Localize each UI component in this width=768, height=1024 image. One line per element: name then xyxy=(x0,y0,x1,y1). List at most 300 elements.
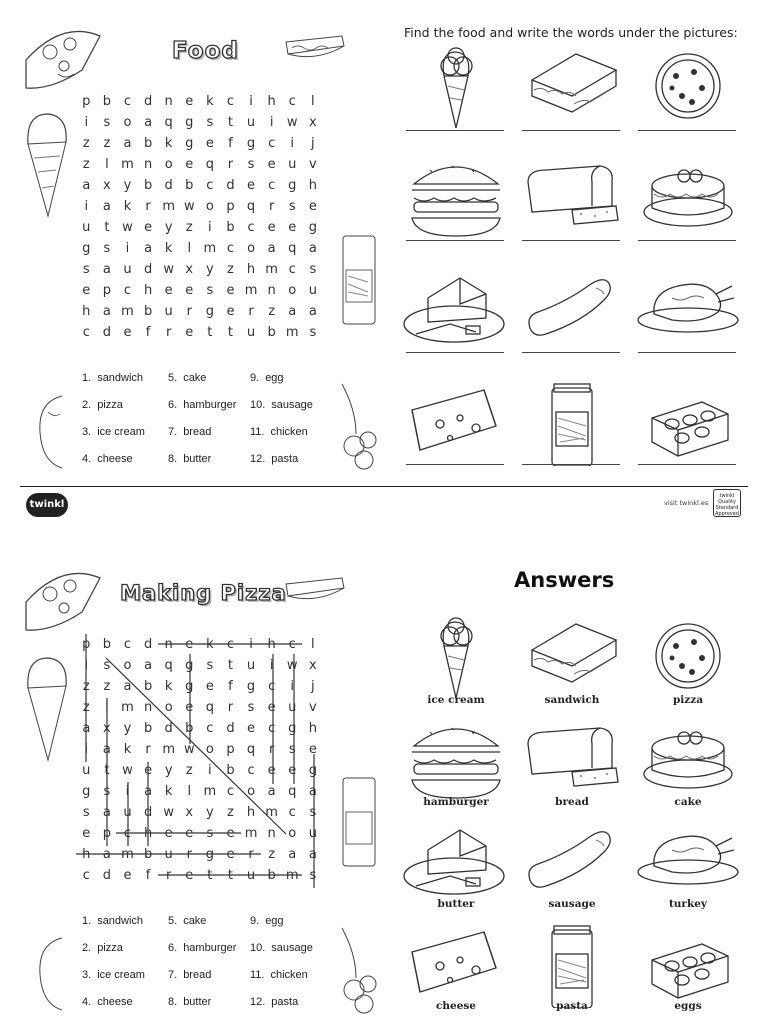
eggs-icon xyxy=(632,380,744,466)
grid-letter: s xyxy=(103,784,111,799)
write-in-line[interactable] xyxy=(638,240,736,241)
chicken-icon xyxy=(632,268,744,354)
grid-letter: w xyxy=(122,220,133,235)
word-list-item xyxy=(168,996,211,1008)
grid-letter: z xyxy=(103,679,111,694)
word-number: 1. xyxy=(82,915,92,927)
grid-letter: h xyxy=(143,283,153,298)
grid-letter: d xyxy=(143,637,153,652)
word-number: 6. xyxy=(168,942,178,954)
grid-letter: z xyxy=(103,136,111,151)
grid-letter: x xyxy=(308,658,317,673)
grid-letter: a xyxy=(267,784,276,799)
grid-letter: c xyxy=(288,637,296,652)
hamburger-icon xyxy=(400,156,512,242)
grid-letter: a xyxy=(102,262,111,277)
sausage-icon xyxy=(516,268,628,354)
word-list-item xyxy=(82,942,123,954)
grid-letter: s xyxy=(309,325,317,340)
grid-letter: e xyxy=(185,637,194,652)
word-text: cake xyxy=(183,915,207,927)
word-list-item xyxy=(82,426,145,438)
grid-letter: i xyxy=(290,679,295,694)
word-list-item xyxy=(168,372,206,384)
grid-letter: n xyxy=(164,94,173,109)
grid-letter: e xyxy=(185,325,194,340)
word-number: 2. xyxy=(82,399,92,411)
grid-letter: a xyxy=(144,658,153,673)
grid-letter: w xyxy=(183,742,195,757)
grid-letter: y xyxy=(123,721,132,736)
grid-letter: f xyxy=(145,325,151,340)
grid-letter: m xyxy=(203,241,217,256)
grid-letter: w xyxy=(183,199,195,214)
grid-letter: u xyxy=(246,658,256,673)
grid-letter: w xyxy=(163,805,174,820)
grid-letter: c xyxy=(288,262,296,277)
grid-letter: m xyxy=(244,283,258,298)
answer-label: butter xyxy=(437,898,475,910)
grid-letter: r xyxy=(227,157,234,172)
grid-letter: f xyxy=(228,679,233,694)
write-in-line[interactable] xyxy=(406,352,504,353)
grid-letter: e xyxy=(185,157,194,172)
grid-letter: j xyxy=(311,679,315,694)
word-list-item xyxy=(82,996,133,1008)
grid-letter: o xyxy=(123,115,132,130)
grid-letter: o xyxy=(247,241,256,256)
grid-letter: u xyxy=(123,262,132,277)
word-list-item xyxy=(250,942,313,954)
grid-letter: u xyxy=(288,700,297,715)
word-list-item xyxy=(168,969,211,981)
grid-letter: i xyxy=(249,94,253,109)
grid-letter: e xyxy=(247,178,256,193)
pasta-jar-deco-icon xyxy=(340,232,378,328)
grid-letter: l xyxy=(105,157,109,172)
grid-letter: h xyxy=(82,847,91,862)
hamburger-icon xyxy=(400,718,512,804)
answer-strike-lines xyxy=(76,634,326,888)
grid-letter: s xyxy=(206,115,214,130)
grid-letter: b xyxy=(143,721,153,736)
grid-letter: e xyxy=(226,283,235,298)
word-list-item xyxy=(82,969,145,981)
grid-letter: m xyxy=(203,784,217,799)
word-list-item xyxy=(168,942,236,954)
grid-letter: b xyxy=(102,637,112,652)
bread-icon xyxy=(516,156,628,242)
grid-letter: p xyxy=(226,742,235,757)
pizza-icon xyxy=(632,616,744,702)
grid-letter: a xyxy=(102,847,111,862)
grid-letter: z xyxy=(82,700,90,715)
grid-letter: b xyxy=(143,679,153,694)
grid-letter: l xyxy=(105,700,109,715)
eggs-icon xyxy=(632,922,744,1008)
grid-letter: a xyxy=(102,742,111,757)
grid-letter: s xyxy=(82,805,90,820)
grid-letter: a xyxy=(144,241,153,256)
grid-letter: c xyxy=(206,721,214,736)
grid-letter: i xyxy=(269,115,274,130)
grid-letter: y xyxy=(164,763,173,778)
sandwich-icon xyxy=(516,46,628,132)
word-list-item xyxy=(168,453,211,465)
grid-letter: s xyxy=(247,700,255,715)
grid-letter: x xyxy=(185,805,194,820)
grid-letter: a xyxy=(308,784,317,799)
grid-letter: c xyxy=(268,721,276,736)
grid-letter: a xyxy=(308,304,317,319)
grid-letter: d xyxy=(143,262,153,277)
word-list-item xyxy=(82,372,143,384)
grid-letter: c xyxy=(268,679,276,694)
grid-letter: c xyxy=(82,325,90,340)
grid-letter: e xyxy=(288,220,297,235)
word-text: pasta xyxy=(271,453,299,465)
grid-letter: c xyxy=(82,868,90,883)
grid-letter: g xyxy=(246,136,256,151)
write-in-line[interactable] xyxy=(638,130,736,131)
grid-letter: y xyxy=(206,805,214,820)
pasta-jar-deco-icon xyxy=(340,774,378,870)
grid-letter: o xyxy=(288,826,297,841)
grid-letter: t xyxy=(227,868,233,883)
grid-letter: s xyxy=(288,742,296,757)
grid-letter: i xyxy=(84,742,89,757)
word-text: bread xyxy=(183,426,212,438)
grid-letter: c xyxy=(123,637,132,652)
grid-letter: g xyxy=(82,784,91,799)
answer-label: cheese xyxy=(436,1000,476,1012)
grid-letter: o xyxy=(205,199,214,214)
grid-letter: u xyxy=(123,805,132,820)
answer-label: bread xyxy=(555,796,589,808)
grid-letter: d xyxy=(226,178,235,193)
grid-letter: i xyxy=(125,241,130,256)
word-number: 8. xyxy=(168,996,178,1008)
word-list-item xyxy=(82,915,143,927)
grid-letter: r xyxy=(268,742,275,757)
picture-cell xyxy=(400,46,512,142)
word-text: hamburger xyxy=(183,399,237,411)
grid-letter: e xyxy=(185,868,194,883)
answer-label: hamburger xyxy=(423,796,489,808)
sausage-icon xyxy=(516,820,628,906)
grid-letter: h xyxy=(308,178,317,193)
answer-label: turkey xyxy=(668,898,708,910)
word-number: 3. xyxy=(82,426,92,438)
grid-letter: c xyxy=(123,826,132,841)
grid-letter: x xyxy=(103,178,111,193)
grid-letter: z xyxy=(185,763,193,778)
grid-letter: a xyxy=(82,721,91,736)
grid-letter: k xyxy=(164,136,173,151)
grid-letter: d xyxy=(102,325,112,340)
grid-letter: m xyxy=(265,805,278,820)
grid-letter: u xyxy=(82,220,91,235)
grid-letter: f xyxy=(228,136,233,151)
grid-letter: e xyxy=(144,220,153,235)
grid-letter: m xyxy=(162,742,175,757)
word-number: 11. xyxy=(250,969,265,981)
grid-letter: g xyxy=(288,178,297,193)
grid-letter: e xyxy=(267,763,276,778)
picture-cell xyxy=(632,268,744,364)
sandwich-deco-icon xyxy=(284,574,346,602)
grid-letter: q xyxy=(288,241,297,256)
grid-letter: c xyxy=(268,136,276,151)
answer-label: cake xyxy=(674,796,702,808)
grid-letter: i xyxy=(84,658,89,673)
word-number: 3. xyxy=(82,969,92,981)
twinkl-logo: twinkl xyxy=(26,493,68,517)
grid-letter: m xyxy=(121,157,134,172)
pizza-slice-icon xyxy=(22,30,102,92)
grid-letter: u xyxy=(82,763,91,778)
grid-letter: e xyxy=(247,721,256,736)
grid-letter: c xyxy=(247,220,255,235)
grid-letter: e xyxy=(82,283,91,298)
write-in-line[interactable] xyxy=(406,240,504,241)
grid-letter: u xyxy=(164,304,173,319)
word-list-item xyxy=(250,426,308,438)
grid-letter: d xyxy=(164,721,173,736)
write-in-line[interactable] xyxy=(406,464,504,465)
grid-letter: g xyxy=(308,220,317,235)
grid-letter: g xyxy=(288,721,297,736)
cherries-deco-icon xyxy=(338,380,378,472)
grid-letter: a xyxy=(288,847,297,862)
grid-letter: d xyxy=(164,178,173,193)
grid-letter: z xyxy=(268,847,276,862)
grid-letter: b xyxy=(226,763,235,778)
grid-letter: a xyxy=(288,304,297,319)
word-list-item xyxy=(250,399,313,411)
grid-letter: g xyxy=(205,304,214,319)
cake-icon xyxy=(632,718,744,804)
grid-letter: o xyxy=(205,742,214,757)
grid-letter: p xyxy=(82,637,91,652)
grid-letter: a xyxy=(82,178,91,193)
grid-letter: b xyxy=(102,94,112,109)
grid-letter: e xyxy=(267,700,276,715)
word-list-item xyxy=(250,915,284,927)
bread-icon xyxy=(516,718,628,804)
grid-letter: l xyxy=(187,784,192,799)
grid-letter: s xyxy=(103,658,111,673)
word-text: egg xyxy=(265,372,284,384)
grid-letter: e xyxy=(123,325,132,340)
grid-letter: h xyxy=(246,262,256,277)
word-text: egg xyxy=(265,915,284,927)
grid-letter: p xyxy=(102,283,112,298)
grid-letter: e xyxy=(267,157,276,172)
word-text: butter xyxy=(183,453,212,465)
word-text: sausage xyxy=(271,942,313,954)
word-list-item xyxy=(168,399,236,411)
grid-letter: c xyxy=(123,283,132,298)
grid-letter: h xyxy=(267,94,276,109)
grid-letter: b xyxy=(226,220,235,235)
pasta-icon xyxy=(516,380,628,466)
word-text: chicken xyxy=(270,969,308,981)
grid-letter: b xyxy=(185,721,194,736)
answer-label: ice cream xyxy=(427,694,485,706)
write-in-line[interactable] xyxy=(522,352,620,353)
grid-letter: e xyxy=(267,220,276,235)
grid-letter: m xyxy=(162,199,175,214)
grid-letter: c xyxy=(226,637,235,652)
grid-letter: q xyxy=(164,115,173,130)
grid-letter: c xyxy=(226,94,235,109)
grid-letter: q xyxy=(205,700,214,715)
grid-letter: u xyxy=(288,157,297,172)
grid-letter: i xyxy=(208,220,212,235)
grid-letter: m xyxy=(121,700,134,715)
grid-letter: n xyxy=(164,637,173,652)
grid-letter: r xyxy=(186,847,192,862)
grid-letter: n xyxy=(143,157,153,172)
grid-letter: v xyxy=(308,157,317,172)
grid-letter: i xyxy=(290,136,295,151)
write-in-line[interactable] xyxy=(638,352,736,353)
grid-letter: c xyxy=(226,784,235,799)
grid-letter: z xyxy=(82,136,90,151)
cheese-icon xyxy=(400,922,512,1008)
word-list-item xyxy=(168,915,206,927)
grid-letter: w xyxy=(286,658,298,673)
grid-letter: a xyxy=(144,784,153,799)
word-number: 10. xyxy=(250,399,266,411)
grid-letter: j xyxy=(311,136,315,151)
write-in-line[interactable] xyxy=(522,240,620,241)
grid-letter: g xyxy=(185,679,194,694)
grid-letter: s xyxy=(247,157,255,172)
grid-letter: h xyxy=(143,826,153,841)
grid-letter: s xyxy=(206,826,214,841)
grid-letter: h xyxy=(82,304,91,319)
word-number: 10. xyxy=(250,942,266,954)
grid-letter: i xyxy=(208,763,212,778)
grid-letter: b xyxy=(143,178,153,193)
picture-cell xyxy=(632,46,744,142)
cake-icon xyxy=(632,156,744,242)
write-in-line[interactable] xyxy=(638,464,736,465)
word-number: 5. xyxy=(168,372,178,384)
word-number: 4. xyxy=(82,996,92,1008)
write-in-line[interactable] xyxy=(522,464,620,465)
grid-letter: a xyxy=(308,241,317,256)
grid-letter: i xyxy=(84,199,89,214)
grid-letter: k xyxy=(206,94,214,109)
grid-letter: r xyxy=(165,868,172,883)
grid-letter: o xyxy=(247,784,256,799)
word-number: 6. xyxy=(168,399,178,411)
grid-letter: a xyxy=(123,679,132,694)
grid-letter: w xyxy=(122,763,133,778)
picture-cell xyxy=(632,156,744,252)
grid-letter: b xyxy=(267,325,276,340)
word-list-item xyxy=(168,426,211,438)
grid-letter: b xyxy=(143,847,153,862)
word-text: cake xyxy=(183,372,207,384)
instruction-text: Find the food and write the words under the pictures: xyxy=(404,25,738,40)
write-in-line[interactable] xyxy=(406,130,504,131)
grid-letter: x xyxy=(103,721,111,736)
grid-letter: i xyxy=(84,115,89,130)
grid-letter: e xyxy=(82,826,91,841)
grid-letter: e xyxy=(288,763,297,778)
grid-letter: t xyxy=(227,658,233,673)
pasta-icon xyxy=(516,922,628,1008)
picture-cell xyxy=(516,46,628,142)
grid-letter: p xyxy=(102,826,112,841)
grid-letter: s xyxy=(309,868,317,883)
grid-letter: e xyxy=(226,847,235,862)
write-in-line[interactable] xyxy=(522,130,620,131)
word-text: pizza xyxy=(97,942,123,954)
grid-letter: u xyxy=(308,826,317,841)
ice-cream-icon xyxy=(400,616,512,702)
grid-letter: v xyxy=(308,700,317,715)
grid-letter: z xyxy=(227,262,234,277)
grid-letter: q xyxy=(246,199,256,214)
grid-letter: e xyxy=(144,763,153,778)
grid-letter: k xyxy=(164,679,173,694)
word-number: 12. xyxy=(250,453,266,465)
grid-letter: m xyxy=(244,826,258,841)
grid-letter: e xyxy=(185,700,194,715)
grid-letter: d xyxy=(102,868,112,883)
grid-letter: t xyxy=(207,868,213,883)
grid-letter: s xyxy=(82,262,90,277)
butter-icon xyxy=(400,820,512,906)
picture-cell xyxy=(632,380,744,476)
word-number: 2. xyxy=(82,942,92,954)
grid-letter: o xyxy=(164,700,173,715)
grid-letter: e xyxy=(205,136,214,151)
grid-letter: r xyxy=(145,199,151,214)
grid-letter: d xyxy=(226,721,235,736)
grid-letter: g xyxy=(82,241,91,256)
answer-label: pasta xyxy=(556,1000,588,1012)
sandwich-deco-icon xyxy=(284,32,346,60)
word-number: 5. xyxy=(168,915,178,927)
grid-letter: e xyxy=(308,199,317,214)
grid-letter: h xyxy=(267,637,276,652)
grid-letter: n xyxy=(267,283,276,298)
grid-letter: t xyxy=(227,115,233,130)
grid-letter: g xyxy=(185,136,194,151)
word-text: pasta xyxy=(271,996,299,1008)
word-text: cheese xyxy=(97,453,133,465)
grid-letter: k xyxy=(164,241,173,256)
grid-letter: s xyxy=(206,283,214,298)
grid-letter: x xyxy=(185,262,194,277)
word-number: 8. xyxy=(168,453,178,465)
grid-letter: l xyxy=(187,241,192,256)
grid-letter: s xyxy=(103,115,111,130)
grid-letter: w xyxy=(163,262,174,277)
word-list-item xyxy=(250,996,298,1008)
grid-letter: t xyxy=(227,325,233,340)
grid-letter: o xyxy=(288,283,297,298)
grid-letter: a xyxy=(102,304,111,319)
grid-letter: i xyxy=(125,784,130,799)
grid-letter: q xyxy=(164,658,173,673)
